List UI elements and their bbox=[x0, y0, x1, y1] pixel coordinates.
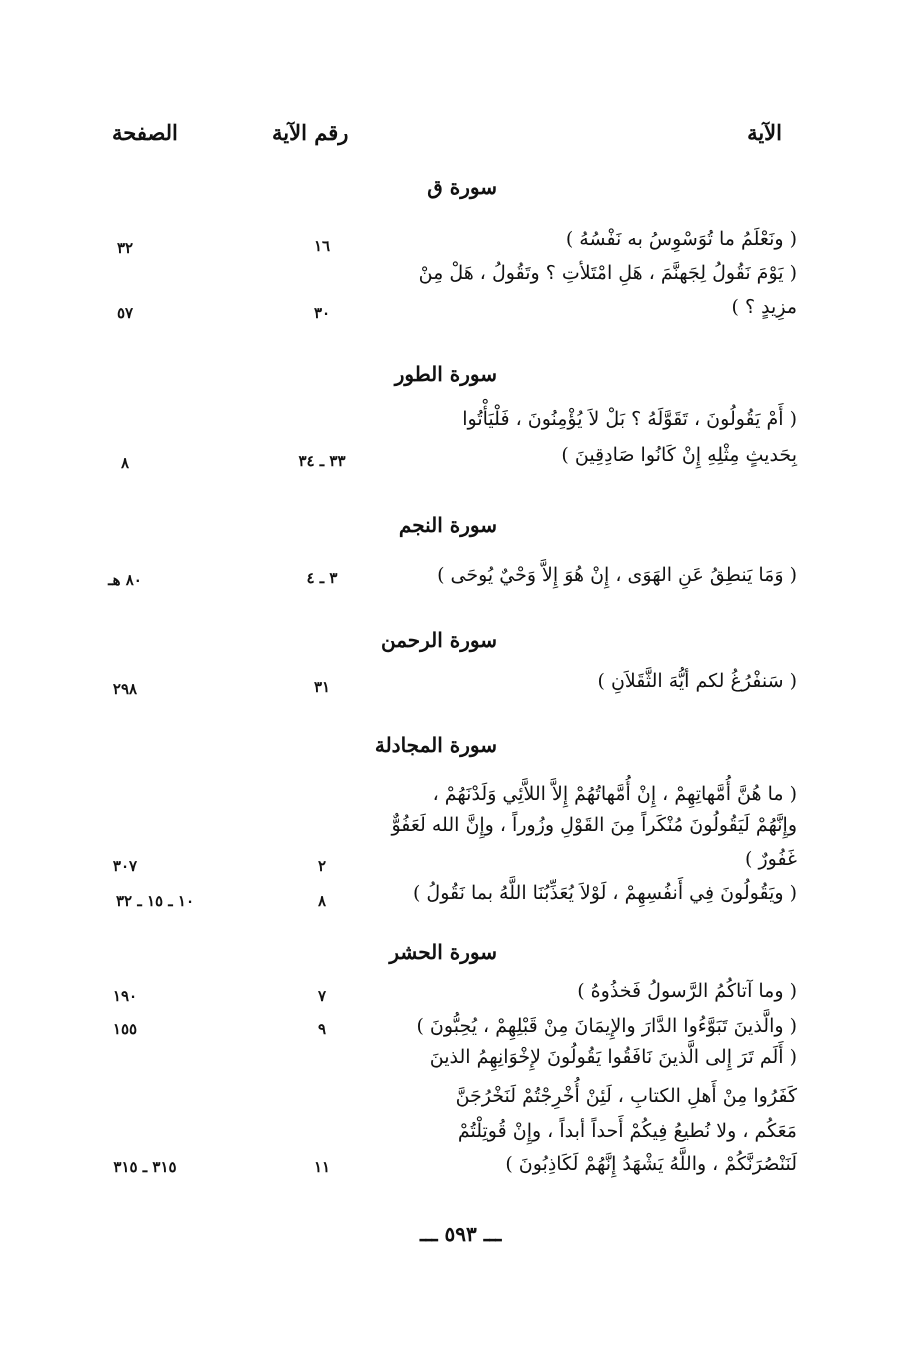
ayah-number: ٣٣ ـ ٣٤ bbox=[298, 452, 346, 470]
page-number: ٨٠ هـ bbox=[108, 571, 142, 589]
verse-line: ( وَمَا يَنطِقُ عَنِ الهَوَى ، إِنْ هُوَ إِلاَّ وَحْيٌ يُوحَى ) bbox=[437, 564, 797, 586]
verse-line: بِحَديثٍ مِثْلِهِ إِنْ كَانُوا صَادِقِينَ ) bbox=[561, 444, 797, 466]
surah-title: سورة الحشر bbox=[389, 940, 497, 964]
surah-title: سورة الرحمن bbox=[380, 628, 497, 652]
ayah-number: ٣١ bbox=[313, 678, 331, 696]
ayah-number: ١٦ bbox=[313, 237, 331, 255]
header-page: الصفحة bbox=[112, 120, 178, 145]
verse-line: ( أَمْ يَقُولُونَ ، تَقَوَّلَهُ ؟ بَلْ لاَ يُؤْمِنُونَ ، فَلْيَأْتُوا bbox=[462, 408, 797, 430]
verse-line: وإِنَّهُمْ لَيَقُولُونَ مُنْكَراً مِنَ القَوْلِ وزُوراً ، وإِنَّ الله لَعَفُوٌّ bbox=[391, 814, 797, 836]
ayah-number: ٣ ـ ٤ bbox=[306, 569, 338, 587]
header-verse-number: رقم الآية bbox=[272, 120, 349, 145]
verse-line: ( يَوْمَ نَقُولُ لِجَهنَّمَ ، هَلِ امْتَلأتِ ؟ وتَقُولُ ، هَلْ مِنْ bbox=[418, 262, 797, 284]
verse-line: ( وما آتاكُمُ الرَّسولُ فَخذُوهُ ) bbox=[577, 980, 797, 1002]
ayah-number: ٨ bbox=[317, 892, 327, 910]
verse-line: غَفُورٌ ) bbox=[745, 848, 797, 870]
ayah-number: ٧ bbox=[317, 987, 327, 1005]
page-number: ٣٠٧ bbox=[112, 857, 138, 875]
ayah-number: ٣٠ bbox=[313, 304, 331, 322]
verse-line: ( والَّذينَ تَبَوَّءُوا الدَّارَ والإِيمَانَ مِنْ قَبْلِهِمْ ، يُحِبُّونَ ) bbox=[416, 1015, 797, 1037]
page-number: ١٥٥ bbox=[112, 1020, 138, 1038]
verse-line: ( ونَعْلَمُ ما تُوَسْوِسُ به نَفْسُهُ ) bbox=[565, 228, 797, 250]
surah-title: سورة ق bbox=[427, 175, 497, 199]
verse-line: ( ما هُنَّ أُمَّهاتِهِمْ ، إِنْ أُمَّهاتُهُمْ إِلاَّ اللاَّئِي وَلَدْنَهُمْ ، bbox=[432, 783, 797, 805]
page-number: ٣٢ bbox=[116, 239, 134, 257]
surah-title: سورة الطور bbox=[394, 362, 497, 386]
ayah-number: ٩ bbox=[317, 1020, 327, 1038]
page-number: ٣١٥ ـ ٣١٥ bbox=[113, 1158, 177, 1176]
verse-line: ( سَنفْرُغُ لكم أيُّهَ الثَّقَلاَنِ ) bbox=[597, 670, 797, 692]
header-verse: الآية bbox=[747, 120, 782, 145]
verse-line: كَفَرُوا مِنْ أَهلِ الكتابِ ، لَئِنْ أُخْرِجْتُمْ لَنَخْرُجَنَّ bbox=[455, 1085, 797, 1107]
page-number: ٨ bbox=[120, 454, 130, 472]
verse-line: لَنَنْصُرَنَّكُمْ ، واللَّهُ يَشْهَدُ إِنَّهُمْ لَكَاذِبُونَ ) bbox=[505, 1153, 797, 1175]
verse-line: مزِيدٍ ؟ ) bbox=[731, 296, 797, 318]
verse-line: مَعَكُم ، ولا نُطيعُ فِيكُمْ أَحداً أبداً ، وإِنْ قُوتِلْتُمْ bbox=[457, 1120, 797, 1142]
surah-title: سورة المجادلة bbox=[374, 733, 497, 757]
surah-title: سورة النجم bbox=[398, 513, 497, 537]
verse-line: ( ويَقُولُونَ فِي أَنفُسِهِمْ ، لَوْلاَ يُعَذِّبُنَا اللَّهُ بما نَقُولُ ) bbox=[412, 882, 797, 904]
page-number: ٢٩٨ bbox=[112, 680, 138, 698]
verse-line: ( أَلَم تَرَ إِلى الَّذينَ نَافَقُوا يَقُولُونَ لإِخْوَانِهِمُ الذينَ bbox=[429, 1046, 797, 1068]
ayah-number: ١١ bbox=[313, 1158, 331, 1176]
ayah-number: ٢ bbox=[317, 857, 327, 875]
page-number: ١٠ ـ ١٥ ـ ٣٢ bbox=[115, 892, 195, 910]
footer-page-number: ـــ ٥٩٣ ـــ bbox=[420, 1222, 502, 1246]
page-number: ٥٧ bbox=[116, 304, 134, 322]
page-number: ١٩٠ bbox=[112, 987, 138, 1005]
